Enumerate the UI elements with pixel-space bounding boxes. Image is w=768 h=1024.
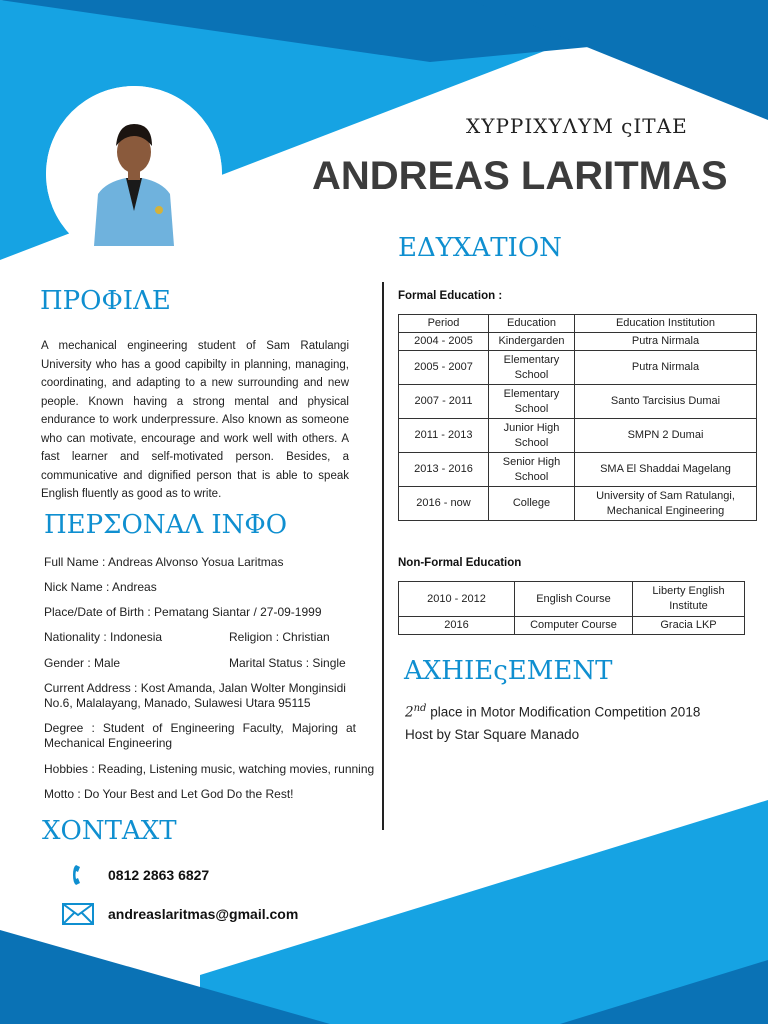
- achievement-text: place in Motor Modification Competition 2018: [426, 704, 701, 720]
- religion: Religion : Christian: [229, 630, 330, 644]
- cell-period: 2016 - now: [399, 487, 489, 521]
- degree: Degree : Student of Engineering Faculty, Majoring at Mechanical Engineering: [44, 721, 356, 750]
- birth-info: Place/Date of Birth : Pematang Siantar / 27-09-1999: [44, 605, 322, 619]
- formal-education-label: Formal Education :: [398, 290, 503, 302]
- table-row: [399, 419, 757, 453]
- current-address: Current Address : Kost Amanda, Jalan Wolter Monginsidi No.6, Malalayang, Manado, Sulawesi Utara 95115: [44, 681, 346, 710]
- phone-number[interactable]: 0812 2863 6827: [108, 867, 210, 883]
- cell-period: 2010 - 2012: [399, 582, 515, 617]
- column-divider: [382, 282, 384, 830]
- profile-text: A mechanical engineering student of Sam Ratulangi University who has a good capibilty in planning, managing, coordinating, and adapting to a new surrounding and new people. Known having a strong mental and physical endurance to work underpressure. Also known as someone who can motivate, encourage and work well with others. A fast learner and self-motivated person. Besides, a communicative and dignified person that is able to speak English fluently as good as to write.: [41, 340, 349, 500]
- nationality: Nationality : Indonesia: [44, 630, 163, 644]
- cell-period: 2011 - 2013: [399, 419, 489, 453]
- header-institution: Education Institution: [575, 315, 757, 333]
- cell-period: 2004 - 2005: [399, 333, 489, 351]
- nick-name: Nick Name : Andreas: [44, 580, 157, 594]
- cv-name: ANDREAS LARITMAS: [312, 154, 728, 198]
- profile-heading: ΠΡΟΦΙΛΕ: [40, 286, 171, 316]
- education-heading: ΕΔΥΧΑΤΙΟΝ: [398, 233, 562, 263]
- profile-photo: [46, 86, 222, 262]
- achievement-line-1: [405, 703, 700, 721]
- cell-institution: Putra Nirmala: [575, 351, 757, 385]
- table-row: [399, 351, 757, 385]
- cell-period: 2007 - 2011: [399, 385, 489, 419]
- cell-education: Elementary School: [489, 351, 575, 385]
- table-row: [399, 582, 745, 617]
- email-address[interactable]: andreaslaritmas@gmail.com: [108, 906, 299, 922]
- cell-education: Kindergarden: [489, 333, 575, 351]
- header-period: Period: [399, 315, 489, 333]
- cell-education: College: [489, 487, 575, 521]
- formal-education-table: [398, 314, 757, 521]
- nonformal-education-label: Non-Formal Education: [398, 557, 522, 569]
- cell-course: Computer Course: [515, 617, 633, 635]
- achievement-line-2: Host by Star Square Manado: [405, 727, 580, 742]
- cell-period: 2013 - 2016: [399, 453, 489, 487]
- achievement-ordinal-number: 2: [405, 704, 414, 721]
- marital-status: Marital Status : Single: [229, 656, 346, 670]
- envelope-icon: [62, 903, 94, 930]
- cell-institution: Gracia LKP: [633, 617, 745, 635]
- header-education: Education: [489, 315, 575, 333]
- table-row: [399, 385, 757, 419]
- achievement-heading: ΑΧΗΙΕςΕΜΕΝΤ: [404, 656, 613, 686]
- cell-education: Junior High School: [489, 419, 575, 453]
- cell-period: 2016: [399, 617, 515, 635]
- full-name: Full Name : Andreas Alvonso Yosua Laritmas: [44, 555, 284, 569]
- personal-info-heading: ΠΕΡΣΟΝΑΛ ΙΝΦΟ: [44, 510, 288, 540]
- phone-icon: [72, 864, 86, 891]
- table-row: [399, 333, 757, 351]
- cell-institution: Putra Nirmala: [575, 333, 757, 351]
- cell-institution: Santo Tarcisius Dumai: [575, 385, 757, 419]
- achievement-ordinal-suffix: nd: [413, 703, 427, 714]
- cell-education: Senior High School: [489, 453, 575, 487]
- table-row: [399, 617, 745, 635]
- table-row: [399, 453, 757, 487]
- cell-institution: SMA El Shaddai Magelang: [575, 453, 757, 487]
- cell-course: English Course: [515, 582, 633, 617]
- cell-period: 2005 - 2007: [399, 351, 489, 385]
- gender: Gender : Male: [44, 656, 121, 670]
- cv-subtitle: ΧΥΡΡΙΧΥΛΥΜ ςΙΤΑΕ: [466, 114, 688, 138]
- person-avatar-icon: [46, 86, 222, 262]
- cell-education: Elementary School: [489, 385, 575, 419]
- contact-heading: ΧΟΝΤΑΧΤ: [42, 816, 177, 846]
- table-row: [399, 487, 757, 521]
- hobbies: Hobbies : Reading, Listening music, watching movies, running: [44, 762, 375, 776]
- nonformal-education-table: [398, 581, 745, 635]
- table-header-row: [399, 315, 757, 333]
- cell-institution: University of Sam Ratulangi, Mechanical Engineering: [575, 487, 757, 521]
- cell-institution: Liberty English Institute: [633, 582, 745, 617]
- motto: Motto : Do Your Best and Let God Do the Rest!: [44, 787, 294, 801]
- cell-institution: SMPN 2 Dumai: [575, 419, 757, 453]
